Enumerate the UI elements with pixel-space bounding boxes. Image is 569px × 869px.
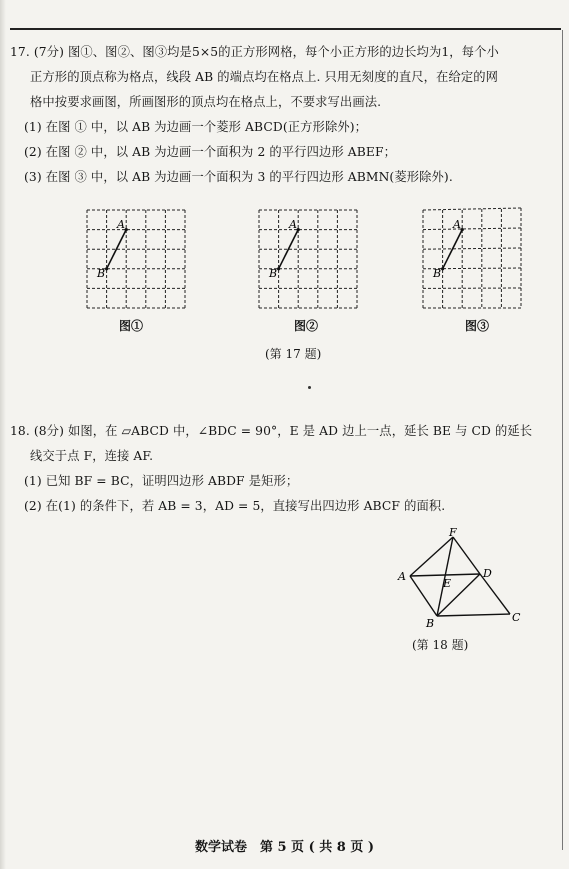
grid-figure-3 [422,198,524,314]
fig2-point-b: B [269,267,278,280]
q18-stem-line-1: 18. (8分) 如图，在 ▱ABCD 中，∠BDC = 90°，E 是 AD 边上一点，延长 BE 与 CD 的延长 [10,424,533,438]
question-17 [10,40,535,190]
q18-item-1: (1) 已知 BF = BC，证明四边形 ABDF 是矩形； [24,474,299,488]
figure-1-label: 图① [119,319,144,333]
page-footer: 数学试卷 第 5 页 ( 共 8 页 ) [194,840,375,855]
q17-stem-line-1: 17. (7分) 图①、图②、图③均是5×5的正方形网格，每个小正方形的边长均为1，每个小 [10,45,499,59]
page-edge [0,0,6,869]
q17-item-1: (1) 在图 ① 中，以 AB 为边画一个菱形 ABCD(正方形除外)； [24,120,368,134]
q18-point-a: A [398,570,406,583]
question-18 [10,419,535,519]
fig1-point-b: B [97,267,106,280]
q18-point-c: C [512,611,521,624]
q18-point-b: B [426,617,435,630]
top-rule [10,28,561,30]
q17-figures [0,198,569,348]
grid-figure-1 [86,198,188,314]
speck [308,386,311,389]
q18-point-e: E [443,577,452,590]
figure-2-label: 图② [294,319,319,333]
fig2-point-a: A [289,218,297,231]
q17-stem-line-2: 正方形的顶点称为格点，线段 AB 的端点均在格点上. 只用无刻度的直尺，在给定的网 [30,70,499,84]
q18-point-f: F [449,526,457,539]
right-margin-rule [562,30,563,850]
q18-caption: (第 18 题) [412,638,469,652]
q18-point-d: D [483,567,492,580]
q17-caption: (第 17 题) [265,347,322,361]
q18-item-2: (2) 在(1) 的条件下，若 AB = 3，AD = 5，直接写出四边形 ABCF 的面积. [24,499,446,513]
grid-figure-2 [258,198,360,314]
q17-item-2: (2) 在图 ② 中，以 AB 为边画一个面积为 2 的平行四边形 ABEF； [24,145,396,159]
q18-stem-line-2: 线交于点 F，连接 AF. [30,449,154,463]
q17-stem-line-3: 格中按要求画图，所画图形的顶点均在格点上，不要求写出画法. [30,95,382,109]
fig3-point-b: B [433,267,442,280]
q18-figure [392,525,532,634]
figure-3-label: 图③ [465,319,490,333]
fig3-point-a: A [453,218,461,231]
q17-item-3: (3) 在图 ③ 中，以 AB 为边画一个面积为 3 的平行四边形 ABMN(菱形除外). [24,170,453,184]
fig1-point-a: A [117,218,125,231]
